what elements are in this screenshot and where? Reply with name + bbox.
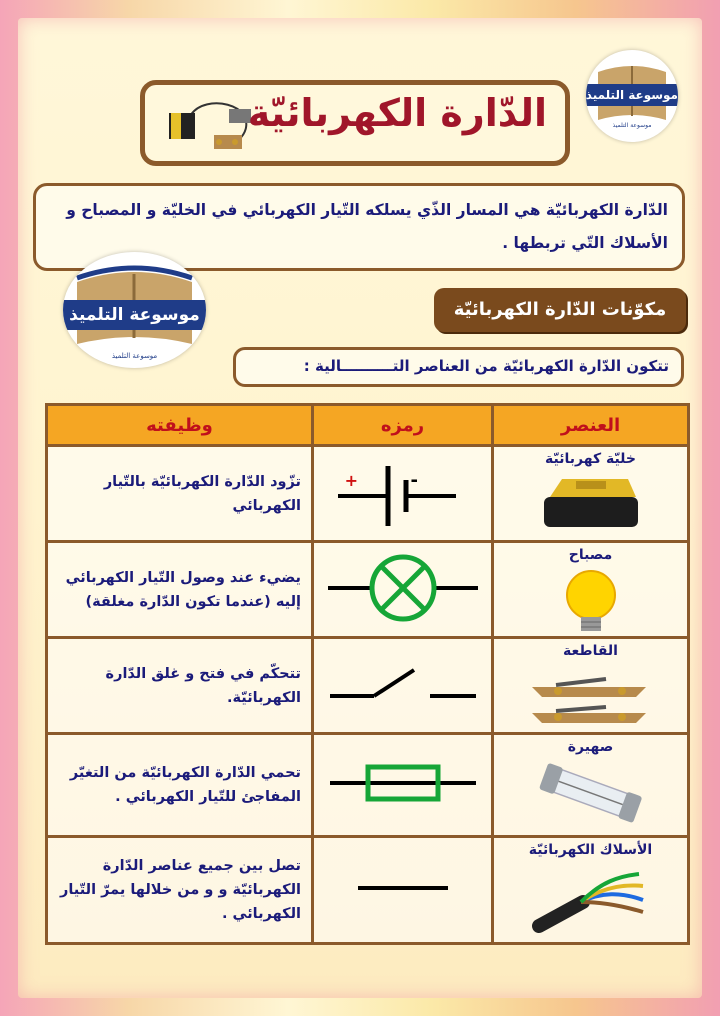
logo-left	[63, 252, 206, 368]
function-text: تحمي الدّارة الكهربائيّة من التغيّر المفاجئ للتّيار الكهربائي .	[47, 734, 313, 837]
header-symbol: رمزه	[313, 405, 493, 446]
header-element: العنصر	[493, 405, 689, 446]
battery-icon	[536, 471, 646, 541]
element-name: الأسلاك الكهربائيّة	[528, 842, 653, 858]
minus-sign: -	[410, 469, 418, 491]
table-row	[47, 446, 689, 542]
components-table	[45, 403, 690, 945]
header-function: وظيفته	[47, 405, 313, 446]
element-name: مصباح	[568, 547, 613, 563]
lamp-symbol	[318, 548, 488, 628]
element-name: صهيرة	[567, 739, 614, 755]
logo-top-small: موسوعة التلميذ	[612, 122, 652, 129]
switch-symbol	[318, 644, 488, 724]
logo-top-text: موسوعة التلميذ	[586, 84, 678, 106]
logo-top	[586, 50, 678, 142]
wire-symbol	[318, 848, 488, 928]
table-row	[47, 542, 689, 638]
function-text: تصل بين جميع عناصر الدّارة الكهربائيّة و و من خلالها يمرّ التّيار الكهربائي .	[47, 837, 313, 944]
page-title: الدّارة الكهربائيّة	[247, 91, 547, 135]
table-row	[47, 837, 689, 944]
definition-text: الدّارة الكهربائيّة هي المسار الذّي يسلكه التّيار الكهربائي في الخليّة و المصباح و الأسلاك التّي تربطها .	[66, 201, 668, 252]
switch-icon	[526, 663, 656, 733]
logo-left-small: موسوعة التلميذ	[111, 352, 158, 360]
components-title: مكوّنات الدّارة الكهربائيّة	[434, 288, 686, 332]
element-name: القاطعة	[563, 643, 618, 659]
title-box	[140, 80, 570, 166]
components-intro: تتكون الدّارة الكهربائيّة من العناصر التــــــــــالية :	[303, 357, 669, 375]
fuse-icon	[531, 759, 651, 829]
table-row	[47, 638, 689, 734]
components-intro-box	[233, 347, 684, 387]
function-text: تزّود الدّارة الكهربائيّة بالتّيار الكهربائي	[47, 446, 313, 542]
table-header-row	[47, 405, 689, 446]
logo-left-text: موسوعة التلميذ	[63, 300, 206, 330]
table-row	[47, 734, 689, 837]
plus-sign: +	[344, 470, 358, 490]
fuse-symbol	[318, 743, 488, 823]
function-text: يضيء عند وصول التّيار الكهربائي إليه (عندما تكون الدّارة مغلقة)	[47, 542, 313, 638]
cell-symbol	[318, 452, 488, 532]
function-text: تتحكّم في فتح و غلق الدّارة الكهربائيّة.	[47, 638, 313, 734]
element-name: خليّة كهربائيّة	[545, 451, 636, 467]
wires-icon	[531, 862, 651, 940]
bulb-icon	[556, 567, 626, 641]
